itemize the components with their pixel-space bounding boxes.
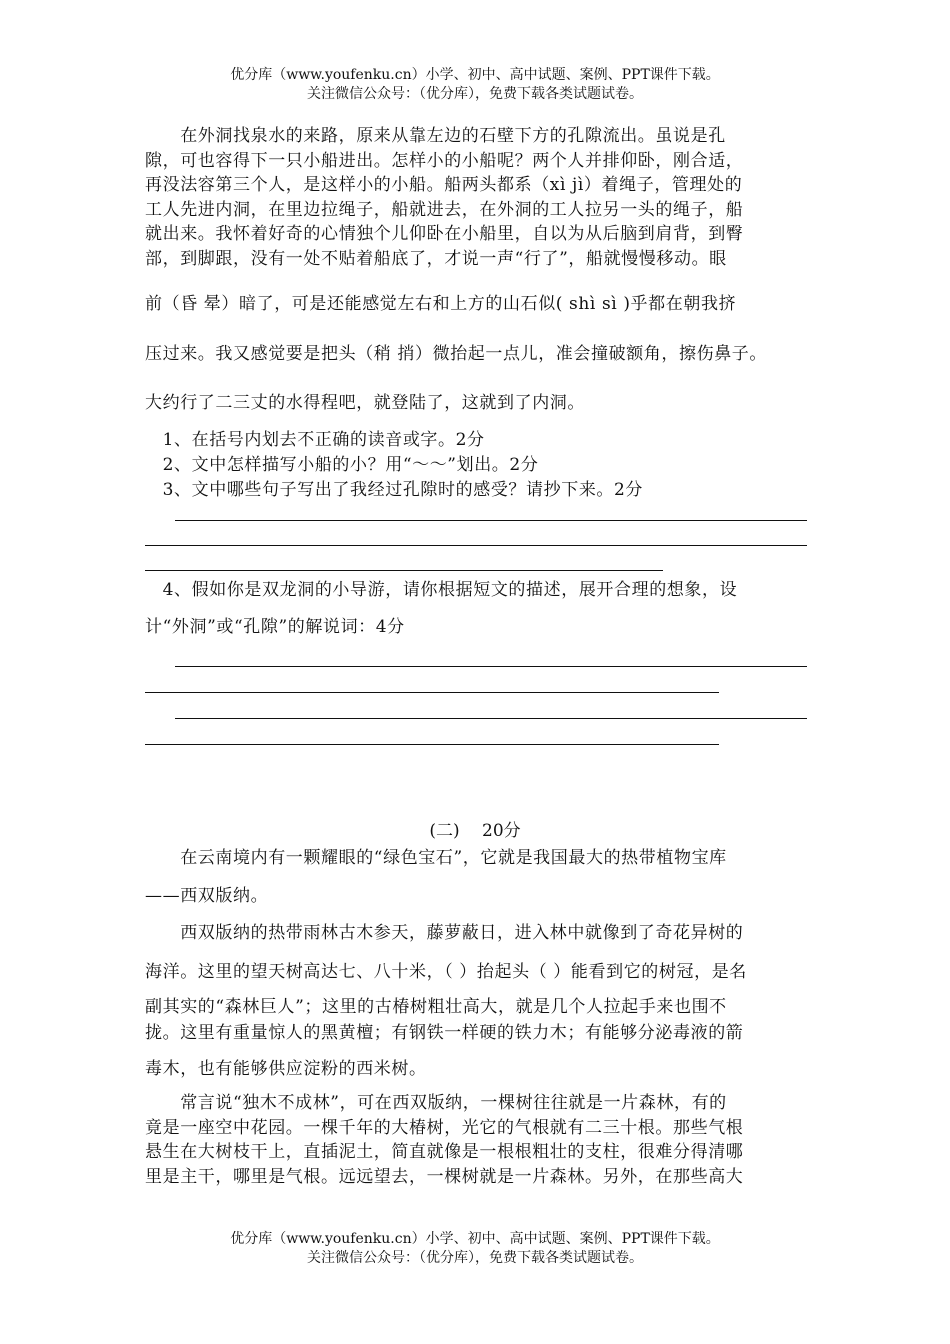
question-3: 3、文中哪些句子写出了我经过孔隙时的感受？请抄下来。2分 (145, 480, 644, 500)
page-header (0, 66, 950, 104)
section2-paragraph: 在云南境内有一颗耀眼的“绿色宝石”，它就是我国最大的热带植物宝库 (145, 848, 727, 868)
section2-paragraph: 拢。这里有重量惊人的黑黄檀；有钢铁一样硬的铁力木；有能够分泌毒液的箭 (145, 1023, 744, 1043)
passage1-line: 隙，可也容得下一只小船进出。怎样小的小船呢？两个人并排仰卧，刚合适， (145, 150, 744, 171)
header-line-2: 关注微信公众号：（优分库），免费下载各类试题试卷。 (307, 86, 643, 102)
passage1-line: 部，到脚跟，没有一处不贴着船底了，才说一声“行了”，船就慢慢移动。眼 (145, 248, 727, 269)
page-footer (0, 1230, 950, 1268)
footer-line-2: 关注微信公众号：（优分库），免费下载各类试题试卷。 (307, 1250, 643, 1266)
section2-title: (二) 20分 (429, 821, 521, 841)
answer-line[interactable] (145, 570, 663, 571)
section2-paragraph: 海洋。这里的望天树高达七、八十米，（ ）抬起头（ ）能看到它的树冠，是名 (145, 962, 747, 982)
passage1-line: 在外洞找泉水的来路，原来从靠左边的石壁下方的孔隙流出。虽说是孔 (145, 126, 726, 146)
header-line-1: 优分库（www.youfenku.cn）小学、初中、高中试题、案例、PPT课件下载。 (230, 67, 720, 83)
passage1-line: 再没法容第三个人，是这样小的小船。船两头都系（xì jì）着绳子，管理处的 (145, 175, 743, 195)
answer-line[interactable] (145, 744, 719, 745)
footer-line-1: 优分库（www.youfenku.cn）小学、初中、高中试题、案例、PPT课件下载。 (230, 1231, 720, 1247)
answer-line[interactable] (145, 545, 807, 546)
answer-line[interactable] (175, 718, 807, 719)
passage1-line: 压过来。我又感觉要是把头（稍 捎）微抬起一点儿，准会撞破额角，擦伤鼻子。 (145, 344, 768, 364)
question-4-continued: 计“外洞”或“孔隙”的解说词：4分 (145, 617, 405, 637)
answer-line[interactable] (175, 666, 807, 667)
section2-paragraph: 毒木，也有能够供应淀粉的西米树。 (145, 1059, 427, 1079)
question-1: 1、在括号内划去不正确的读音或字。2分 (145, 430, 485, 450)
section2-paragraph: 西双版纳的热带雨林古木参天，藤萝蔽日，进入林中就像到了奇花异树的 (145, 923, 744, 943)
section2-paragraph: ——西双版纳。 (145, 886, 269, 906)
section2-line: 常言说“独木不成林”，可在西双版纳，一棵树往往就是一片森林，有的 (145, 1093, 727, 1113)
passage1-paragraph (145, 124, 807, 271)
question-2: 2、文中怎样描写小船的小？用“～～”划出。2分 (145, 455, 539, 475)
section2-line: 竟是一座空中花园。一棵千年的大椿树，光它的气根就有二三十根。那些气根 (145, 1117, 744, 1138)
section2-line: 悬生在大树枝干上，直插泥土，简直就像是一根根粗壮的支柱，很难分得清哪 (145, 1142, 744, 1162)
passage1-line: 大约行了二三丈的水得程吧，就登陆了，这就到了内洞。 (145, 393, 585, 413)
answer-line[interactable] (145, 692, 719, 693)
passage1-line: 前（昏 晕）暗了，可是还能感觉左右和上方的山石似( shì sì )乎都在朝我挤 (145, 294, 737, 314)
section2-paragraph-3 (145, 1091, 807, 1189)
question-4: 4、假如你是双龙洞的小导游，请你根据短文的描述，展开合理的想象，设 (145, 580, 738, 600)
passage1-line: 就出来。我怀着好奇的心情独个儿仰卧在小船里，自以为从后脑到肩背，到臀 (145, 224, 744, 244)
section2-line: 里是主干，哪里是气根。远远望去，一棵树就是一片森林。另外，在那些高大 (145, 1166, 744, 1187)
answer-line[interactable] (175, 520, 807, 521)
passage1-line: 工人先进内洞，在里边拉绳子，船就进去，在外洞的工人拉另一头的绳子，船 (145, 199, 744, 220)
section2-paragraph: 副其实的“森林巨人”；这里的古椿树粗壮高大，就是几个人拉起手来也围不 (145, 997, 727, 1017)
